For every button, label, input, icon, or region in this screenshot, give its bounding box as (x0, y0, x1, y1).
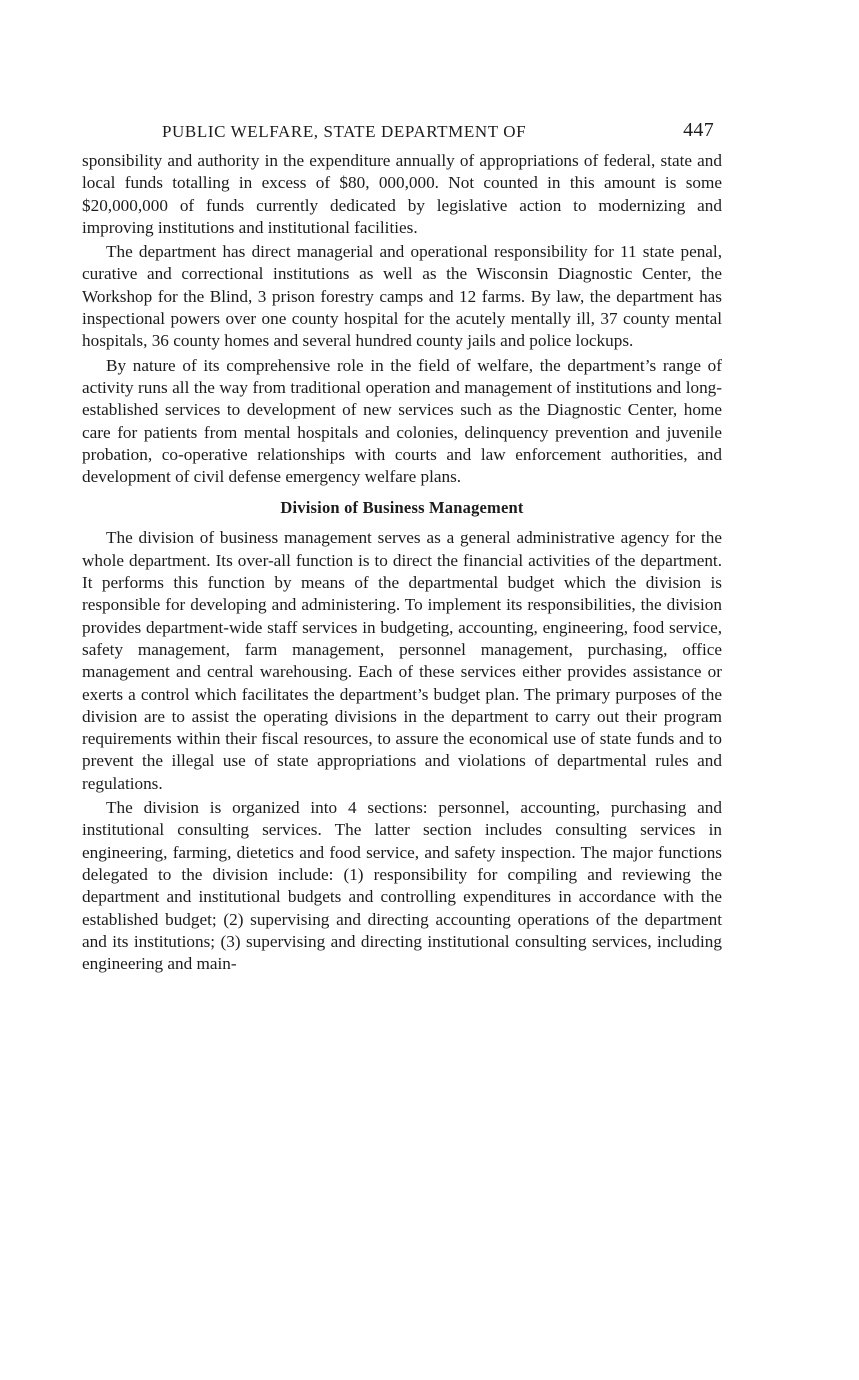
paragraph-division-overview: The division of business management serves as a general administrative agency for the whole department. Its over-all function is to direct the financial activities of the department. It performs this function by means of the departmental budget which the division is responsible for developing and administering. To implement its responsibilities, the division provides department-wide staff services in budgeting, accounting, engineering, food service, safety management, farm management, personnel management, purchasing, office management and central warehousing. Each of these services either provides assistance or exerts a control which facilitates the department’s budget plan. The primary purposes of the division are to assist the operating divisions in the department to carry out their program requirements within their fiscal resources, to assure the economical use of state funds and to prevent the illegal use of state appropriations and violations of departmental rules and regulations. (82, 528, 722, 793)
paragraph-division-organization: The division is organized into 4 sections: personnel, accounting, purchasing and institutional consulting services. The latter section includes consulting services in engineering, farming, dietetics and food service, and safety inspection. The major functions delegated to the division include: (1) responsibility for compiling and reviewing the department and institutional budgets and controlling expenditures in accordance with the established budget; (2) supervising and directing accounting operations of the department and its institutions; (3) supervising and directing institutional consulting services, including engineering and main- (82, 798, 722, 974)
book-page (82, 114, 722, 975)
running-head (82, 114, 722, 148)
section-heading: Division of Business Management (280, 498, 524, 518)
paragraph-continued: sponsibility and authority in the expenditure annually of appropriations of federal, state and local funds totalling in excess of $80, 000,000. Not counted in this amount is some $20,000,000 of funds currently dedicated by legislative action to modernizing and improving institutions and institutional facilities. (82, 151, 722, 237)
page-number: 447 (683, 119, 714, 141)
paragraph-department-responsibility: The department has direct managerial and operational responsibility for 11 state penal, curative and correctional institutions as well as the Wisconsin Diagnostic Center, the Workshop for the Blind, 3 prison forestry camps and 12 farms. By law, the department has inspectional powers over one county hospital for the acutely mentally ill, 37 county mental hospitals, 36 county homes and several hundred county jails and police lockups. (82, 242, 722, 351)
running-title: PUBLIC WELFARE, STATE DEPARTMENT OF (162, 122, 527, 141)
paragraph-range-of-activity: By nature of its comprehensive role in the field of welfare, the department’s range of activity runs all the way from traditional operation and management of institutions and long-established services to development of new services such as the Diagnostic Center, home care for patients from mental hospitals and colonies, delinquency prevention and juvenile probation, co-operative relationships with courts and law enforcement authorities, and development of civil defense emergency welfare plans. (82, 355, 722, 487)
